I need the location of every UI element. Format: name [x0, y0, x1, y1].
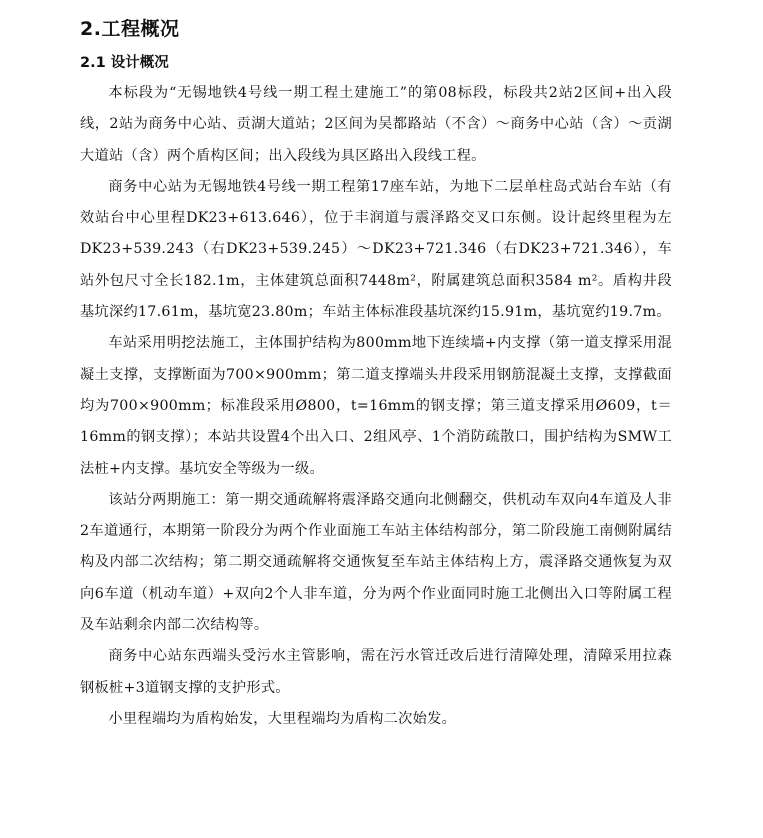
document-body	[80, 78, 672, 735]
paragraph-construction-phases: 该站分两期施工：第一期交通疏解将震泽路交通向北侧翻交，供机动车双向4车道及人非2车道通行，本期第一阶段分为两个作业面施工车站主体结构部分，第二阶段施工南侧附属结构及内部二次结构；第二期交通疏解将交通恢复至车站主体结构上方，震泽路交通恢复为双向6车道（机动车道）+双向2个人非车道，分为两个作业面同时施工北侧出入口等附属工程及车站剩余内部二次结构等。	[80, 491, 672, 634]
section-title: 2.工程概况	[80, 18, 180, 40]
subsection-title: 2.1 设计概况	[80, 55, 169, 71]
paragraph-construction-method: 车站采用明挖法施工，主体围护结构为800mm地下连续墙+内支撑（第一道支撑采用混凝土支撑，支撑断面为700×900mm；第二道支撑端头井段采用钢筋混凝土支撑，支撑截面均为700×900mm；标准段采用Ø800，t=16mm的钢支撑；第三道支撑采用Ø609，t＝16mm的钢支撑）；本站共设置4个出入口、2组风亭、1个消防疏散口，围护结构为SMW工法桩+内支撑。基坑安全等级为一级。	[80, 335, 672, 477]
paragraph-scope: 本标段为“无锡地铁4号线一期工程土建施工”的第08标段，标段共2站2区间+出入段线，2站为商务中心站、贡湖大道站；2区间为吴都路站（不含）～商务中心站（含）～贡湖大道站（含）两个盾构区间；出入段线为具区路出入段线工程。	[80, 85, 672, 164]
paragraph-shield-launch: 小里程端均为盾构始发，大里程端均为盾构二次始发。	[108, 710, 457, 727]
paragraph-obstacle-clearing: 商务中心站东西端头受污水主管影响，需在污水管迁改后进行清障处理，清障采用拉森钢板桩+3道钢支撑的支护形式。	[80, 648, 672, 696]
paragraph-station-overview: 商务中心站为无锡地铁4号线一期工程第17座车站，为地下二层单柱岛式站台车站（有效站台中心里程DK23+613.646），位于丰润道与震泽路交叉口东侧。设计起终里程为左DK23+539.243（右DK23+539.245）～DK23+721.346（右DK23+721.346），车站外包尺寸全长182.1m，主体建筑总面积7448m²，附属建筑总面积3584 m²。盾构井段基坑深约17.61m，基坑宽23.80m；车站主体标准段基坑深约15.91m，基坑宽约19.7m。	[80, 178, 672, 321]
